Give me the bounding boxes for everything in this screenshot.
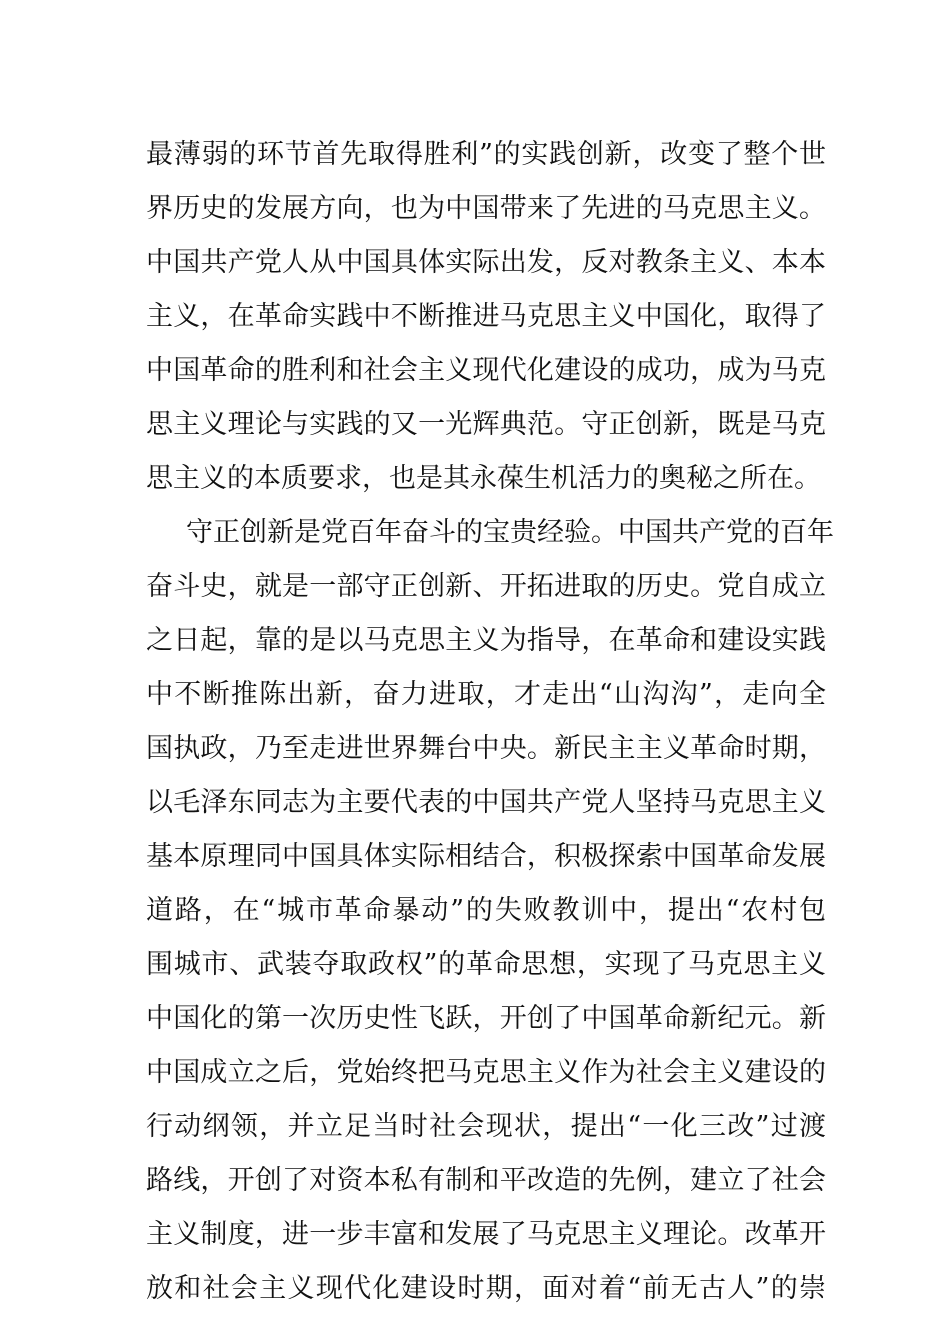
text-line: 界历史的发展方向，也为中国带来了先进的马克思主义。 <box>146 193 826 224</box>
text-line: 主义制度，进一步丰富和发展了马克思主义理论。改革开 <box>146 1219 826 1250</box>
text-line: 围城市、武装夺取政权”的革命思想，实现了马克思主义 <box>146 949 826 980</box>
text-line: 思主义的本质要求，也是其永葆生机活力的奥秘之所在。 <box>146 463 821 494</box>
text-line: 思主义理论与实践的又一光辉典范。守正创新，既是马克 <box>146 409 826 440</box>
text-line: 以毛泽东同志为主要代表的中国共产党人坚持马克思主义 <box>146 787 826 818</box>
text-line: 国执政，乃至走进世界舞台中央。新民主主义革命时期， <box>146 733 826 764</box>
text-line: 奋斗史，就是一部守正创新、开拓进取的历史。党自成立 <box>146 571 826 602</box>
text-line: 之日起，靠的是以马克思主义为指导，在革命和建设实践 <box>146 625 826 656</box>
text-line: 行动纲领，并立足当时社会现状，提出“一化三改”过渡 <box>146 1111 826 1142</box>
text-line: 中不断推陈出新，奋力进取，才走出“山沟沟”，走向全 <box>146 679 826 710</box>
paragraph-2 <box>146 506 834 1316</box>
text-line: 路线，开创了对资本私有制和平改造的先例，建立了社会 <box>146 1165 826 1196</box>
text-line: 中国成立之后，党始终把马克思主义作为社会主义建设的 <box>146 1057 826 1088</box>
text-line: 中国共产党人从中国具体实际出发，反对教条主义、本本 <box>146 247 826 278</box>
text-line: 主义，在革命实践中不断推进马克思主义中国化，取得了 <box>146 301 826 332</box>
text-line: 基本原理同中国具体实际相结合，积极探索中国革命发展 <box>146 841 826 872</box>
text-line: 守正创新是党百年奋斗的宝贵经验。中国共产党的百年 <box>186 517 834 548</box>
text-line: 中国革命的胜利和社会主义现代化建设的成功，成为马克 <box>146 355 826 386</box>
text-line: 道路，在“城市革命暴动”的失败教训中，提出“农村包 <box>146 895 826 926</box>
paragraph-1 <box>146 128 826 506</box>
text-line: 中国化的第一次历史性飞跃，开创了中国革命新纪元。新 <box>146 1003 826 1034</box>
text-line: 放和社会主义现代化建设时期，面对着“前无古人”的崇 <box>146 1273 826 1304</box>
body-text <box>146 128 834 1316</box>
text-line: 最薄弱的环节首先取得胜利”的实践创新，改变了整个世 <box>146 139 826 170</box>
